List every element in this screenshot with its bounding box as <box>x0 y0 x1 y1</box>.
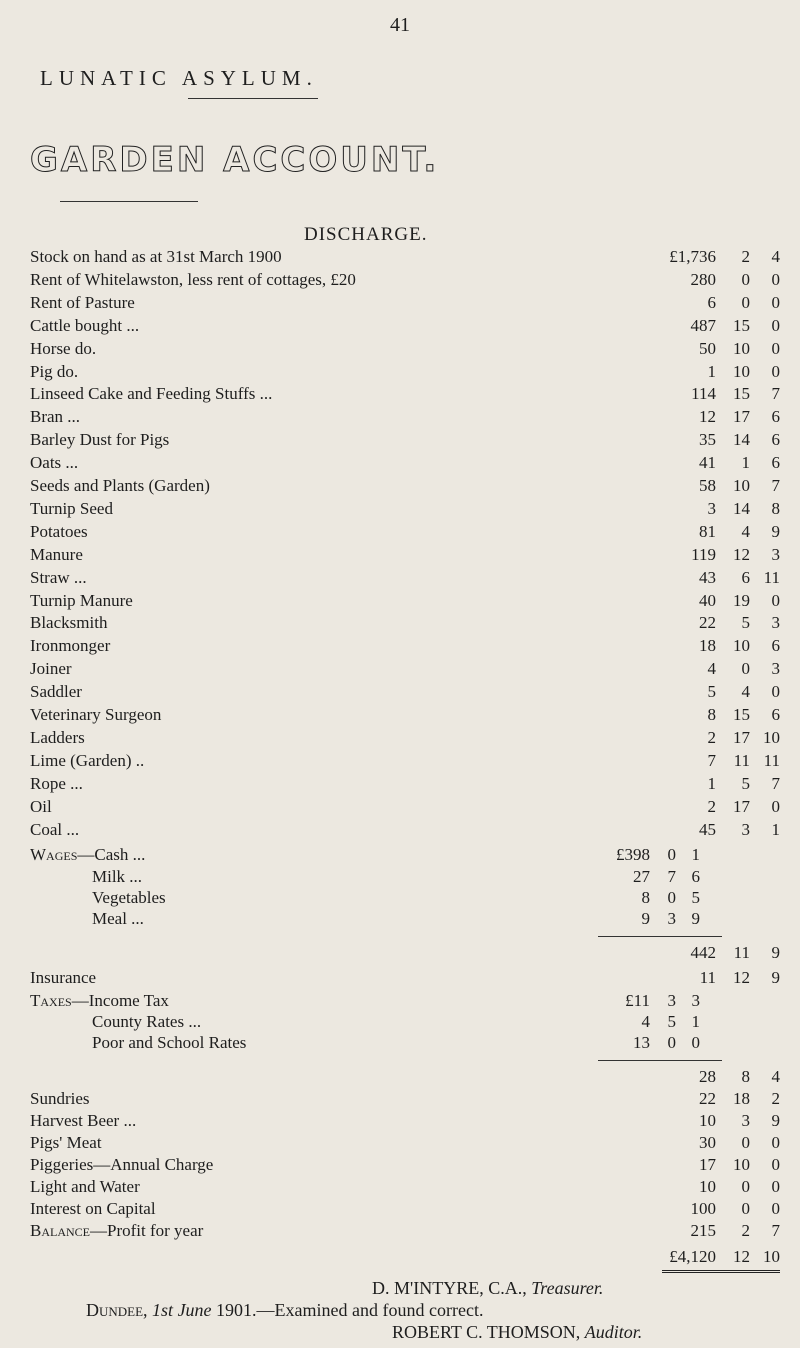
row-label: Pigs' Meat <box>30 1133 102 1152</box>
outer-pounds: 12 <box>699 407 716 427</box>
inner-shillings: 3 <box>667 909 676 928</box>
inner-pounds: 27 <box>633 867 650 886</box>
outer-shillings: 17 <box>733 727 750 747</box>
ledger-row <box>0 612 800 634</box>
insurance-label: Insurance <box>30 968 97 987</box>
auditor-signature <box>392 1322 642 1343</box>
row-label: Coal ... <box>30 819 80 839</box>
ledger-row <box>0 1110 800 1132</box>
ledger-row <box>0 361 800 383</box>
outer-shillings: 10 <box>733 1155 750 1174</box>
outer-shillings: 19 <box>733 590 750 610</box>
outer-pence: 2 <box>771 1089 780 1108</box>
outer-shillings: 15 <box>733 705 750 724</box>
grand-total-shillings: 12 <box>733 1247 750 1266</box>
account-title: GARDEN ACCOUNT. <box>30 140 440 180</box>
outer-shillings: 11 <box>733 943 750 962</box>
inner-pence: 5 <box>691 888 700 907</box>
page-heading: LUNATIC ASYLUM. <box>40 66 318 90</box>
outer-pence: 11 <box>763 750 780 770</box>
outer-pounds: 41 <box>699 453 716 473</box>
row-label: Rent of Whitelawston, less rent of cottages, £20 <box>30 269 356 289</box>
examined-text: 1901.—Examined and found correct. <box>216 1300 484 1320</box>
inner-shillings: 5 <box>667 1012 676 1031</box>
outer-shillings: 5 <box>741 773 750 793</box>
ledger-row <box>0 521 800 543</box>
wages-total-row <box>0 942 800 964</box>
ledger-row <box>0 1132 800 1154</box>
outer-pounds: 22 <box>699 613 716 633</box>
outer-pounds: 18 <box>699 636 716 656</box>
row-label: Veterinary Surgeon <box>30 705 162 724</box>
examined-statement <box>86 1300 483 1321</box>
ledger-row <box>0 796 800 818</box>
outer-pence: 3 <box>771 659 780 679</box>
ledger-row <box>0 750 800 772</box>
inner-pence: 3 <box>691 991 700 1010</box>
outer-shillings: 0 <box>741 269 750 289</box>
outer-pounds: 3 <box>707 498 716 518</box>
inner-pounds: £11 <box>625 991 650 1010</box>
treasurer-role: Treasurer. <box>531 1278 604 1298</box>
outer-pence: 1 <box>771 819 780 839</box>
outer-shillings: 11 <box>733 750 750 770</box>
ledger-row <box>0 498 800 520</box>
taxes-item-label: County Rates ... <box>92 1012 202 1031</box>
taxes-subtotal-rule <box>598 1060 722 1061</box>
inner-pence: 9 <box>691 909 700 928</box>
outer-pence: 9 <box>771 1111 780 1130</box>
row-label: Turnip Manure <box>30 590 133 610</box>
row-label: Stock on hand as at 31st March 1900 <box>30 247 282 266</box>
outer-pounds: 8 <box>707 705 716 724</box>
outer-pence: 9 <box>771 943 780 962</box>
outer-shillings: 4 <box>741 682 750 702</box>
row-label: Sundries <box>30 1089 90 1108</box>
ledger-row <box>0 773 800 795</box>
outer-pounds: 4 <box>707 659 716 679</box>
ledger-row <box>0 429 800 451</box>
ledger-row <box>0 452 800 474</box>
ledger-row <box>0 292 800 314</box>
outer-pounds: 6 <box>707 292 716 312</box>
grand-total-rule <box>662 1270 780 1273</box>
outer-pounds: 10 <box>699 1177 716 1196</box>
outer-pence: 7 <box>771 1221 780 1240</box>
outer-pence: 0 <box>771 682 780 702</box>
inner-shillings: 0 <box>667 1033 676 1052</box>
outer-shillings: 0 <box>741 292 750 312</box>
outer-pence: 0 <box>771 338 780 358</box>
outer-shillings: 1 <box>741 453 750 473</box>
outer-pounds: 114 <box>691 384 716 404</box>
taxes-label-rest: —Income Tax <box>71 991 169 1010</box>
outer-pounds: 43 <box>699 567 716 587</box>
outer-pence: 0 <box>771 361 780 381</box>
page-number: 41 <box>390 14 410 36</box>
inner-pounds: 9 <box>641 909 650 928</box>
row-label: Cattle bought ... <box>30 315 140 335</box>
ledger-row <box>0 246 800 268</box>
inner-shillings: 3 <box>667 991 676 1010</box>
heading-rule <box>188 98 318 99</box>
ledger-row <box>0 338 800 360</box>
ledger-row <box>0 590 800 612</box>
ledger-row <box>0 567 800 589</box>
outer-shillings: 0 <box>741 1199 750 1218</box>
ledger-row <box>0 315 800 337</box>
outer-pounds: 10 <box>699 1111 716 1130</box>
outer-pounds: 22 <box>699 1089 716 1108</box>
row-label: Saddler <box>30 682 82 702</box>
outer-pounds: 442 <box>690 943 716 962</box>
row-label: Harvest Beer ... <box>30 1111 137 1130</box>
outer-pence: 0 <box>771 796 780 816</box>
outer-pence: 9 <box>771 521 780 541</box>
inner-pounds: £398 <box>616 845 650 864</box>
outer-pounds: 58 <box>699 476 716 495</box>
outer-pounds: 2 <box>707 727 716 747</box>
outer-pounds: 7 <box>707 750 716 770</box>
wages-item-label: Meal ... <box>92 909 144 928</box>
insurance-row <box>0 967 800 989</box>
taxes-item-label: Poor and School Rates <box>92 1033 247 1052</box>
ledger-row <box>0 1176 800 1198</box>
outer-shillings: 10 <box>733 636 750 656</box>
examined-day: 1st <box>152 1300 174 1320</box>
outer-pounds: 35 <box>699 430 716 450</box>
title-rule <box>60 201 198 202</box>
outer-shillings: 15 <box>733 315 750 335</box>
row-label: Barley Dust for Pigs <box>30 430 170 450</box>
row-label: Interest on Capital <box>30 1199 156 1218</box>
outer-shillings: 8 <box>741 1067 750 1086</box>
row-label: Light and Water <box>30 1177 140 1196</box>
row-label: Blacksmith <box>30 613 108 633</box>
outer-shillings: 12 <box>733 968 750 987</box>
row-label: Oil <box>30 796 52 816</box>
ledger-row <box>0 544 800 566</box>
outer-pence: 9 <box>771 968 780 987</box>
grand-total-row <box>0 1246 800 1268</box>
outer-pounds: 50 <box>699 338 716 358</box>
outer-pounds: 100 <box>690 1199 716 1218</box>
wages-item-row <box>0 908 800 930</box>
row-label: Pig do. <box>30 361 79 381</box>
taxes-item-row <box>0 1032 800 1054</box>
outer-shillings: 14 <box>733 498 750 518</box>
balance-row <box>0 1220 800 1242</box>
outer-pence: 6 <box>771 636 780 656</box>
inner-pounds: 8 <box>641 888 650 907</box>
outer-pence: 0 <box>771 1133 780 1152</box>
examined-place: Dundee, <box>86 1300 148 1320</box>
inner-pence: 1 <box>691 845 700 864</box>
outer-shillings: 0 <box>741 1177 750 1196</box>
outer-shillings: 0 <box>741 1133 750 1152</box>
outer-pounds: 30 <box>699 1133 716 1152</box>
outer-shillings: 2 <box>741 247 750 266</box>
inner-pence: 0 <box>691 1033 700 1052</box>
outer-pence: 7 <box>771 476 780 495</box>
outer-pence: 0 <box>771 590 780 610</box>
ledger-row <box>0 1198 800 1220</box>
outer-pounds: 11 <box>699 968 716 987</box>
outer-pence: 0 <box>771 1155 780 1174</box>
examined-month: June <box>177 1300 212 1320</box>
treasurer-name: D. M'INTYRE, C.A., <box>372 1278 527 1298</box>
ledger-row <box>0 658 800 680</box>
outer-pounds: 40 <box>699 590 716 610</box>
balance-label-rest: —Profit for year <box>90 1221 204 1240</box>
taxes-label: Taxes <box>30 991 72 1010</box>
row-label: Seeds and Plants (Garden) <box>30 476 210 495</box>
outer-pence: 6 <box>771 705 780 724</box>
outer-shillings: 14 <box>733 430 750 450</box>
outer-pence: 0 <box>771 292 780 312</box>
outer-shillings: 5 <box>741 613 750 633</box>
outer-pounds: £1,736 <box>669 247 716 266</box>
row-label: Linseed Cake and Feeding Stuffs ... <box>30 384 273 404</box>
wages-item-label: Milk ... <box>92 867 143 886</box>
outer-pounds: 215 <box>690 1221 716 1240</box>
outer-pence: 8 <box>771 498 780 518</box>
outer-shillings: 17 <box>733 407 750 427</box>
outer-pence: 4 <box>771 247 780 266</box>
outer-pence: 11 <box>763 567 780 587</box>
outer-pence: 0 <box>771 1177 780 1196</box>
wages-item-row <box>0 887 800 909</box>
outer-shillings: 4 <box>741 521 750 541</box>
ledger-row <box>0 1154 800 1176</box>
row-label: Rent of Pasture <box>30 292 135 312</box>
outer-pounds: 81 <box>699 521 716 541</box>
outer-pence: 7 <box>771 384 780 404</box>
wages-item-label: Vegetables <box>92 888 166 907</box>
outer-pence: 0 <box>771 1199 780 1218</box>
row-label: Piggeries—Annual Charge <box>30 1155 214 1174</box>
row-label: Oats ... <box>30 453 79 473</box>
outer-shillings: 10 <box>733 338 750 358</box>
outer-shillings: 18 <box>733 1089 750 1108</box>
ledger-row <box>0 727 800 749</box>
outer-pounds: 1 <box>707 361 716 381</box>
outer-pounds: 119 <box>691 544 716 564</box>
outer-pence: 7 <box>771 773 780 793</box>
outer-pence: 10 <box>763 727 780 747</box>
section-title: DISCHARGE. <box>304 224 428 245</box>
grand-total-pounds: £4,120 <box>669 1247 716 1266</box>
wages-item-row <box>0 866 800 888</box>
ledger-row <box>0 681 800 703</box>
balance-label: Balance <box>30 1221 91 1240</box>
outer-pence: 6 <box>771 430 780 450</box>
auditor-role: Auditor. <box>584 1322 643 1342</box>
row-label: Straw ... <box>30 567 87 587</box>
outer-pounds: 5 <box>707 682 716 702</box>
ledger-row <box>0 406 800 428</box>
outer-pence: 4 <box>771 1067 780 1086</box>
auditor-name: ROBERT C. THOMSON, <box>392 1322 581 1342</box>
outer-shillings: 0 <box>741 659 750 679</box>
inner-pounds: 13 <box>633 1033 650 1052</box>
inner-shillings: 0 <box>667 888 676 907</box>
inner-shillings: 7 <box>667 867 676 886</box>
outer-shillings: 6 <box>741 567 750 587</box>
outer-pence: 6 <box>771 407 780 427</box>
outer-shillings: 15 <box>733 384 750 404</box>
inner-pounds: 4 <box>641 1012 650 1031</box>
outer-pounds: 487 <box>690 315 716 335</box>
wages-row <box>0 844 800 866</box>
row-label: Turnip Seed <box>30 498 113 518</box>
outer-shillings: 17 <box>733 796 750 816</box>
row-label: Potatoes <box>30 521 88 541</box>
outer-shillings: 10 <box>733 361 750 381</box>
outer-shillings: 3 <box>741 819 750 839</box>
ledger-row <box>0 269 800 291</box>
treasurer-signature <box>372 1278 603 1299</box>
taxes-total-row <box>0 1066 800 1088</box>
outer-shillings: 12 <box>733 544 750 564</box>
outer-shillings: 10 <box>733 476 750 495</box>
outer-shillings: 3 <box>741 1111 750 1130</box>
row-label: Ladders <box>30 727 85 747</box>
outer-pence: 3 <box>771 613 780 633</box>
wages-label-rest: —Cash ... <box>77 845 146 864</box>
inner-pence: 1 <box>691 1012 700 1031</box>
ledger-row <box>0 704 800 726</box>
outer-pence: 0 <box>771 315 780 335</box>
outer-pounds: 2 <box>707 796 716 816</box>
ledger-row <box>0 1088 800 1110</box>
row-label: Manure <box>30 544 83 564</box>
taxes-row <box>0 990 800 1012</box>
grand-total-pence: 10 <box>763 1247 780 1266</box>
outer-pounds: 17 <box>699 1155 716 1174</box>
outer-pounds: 45 <box>699 819 716 839</box>
wages-label: Wages <box>30 845 78 864</box>
ledger-row <box>0 383 800 405</box>
ledger-row <box>0 475 800 497</box>
row-label: Joiner <box>30 659 72 679</box>
row-label: Bran ... <box>30 407 81 427</box>
inner-pence: 6 <box>691 867 700 886</box>
outer-pence: 0 <box>771 269 780 289</box>
row-label: Horse do. <box>30 338 97 358</box>
outer-pounds: 1 <box>707 773 716 793</box>
taxes-item-row <box>0 1011 800 1033</box>
outer-pence: 6 <box>771 453 780 473</box>
outer-shillings: 2 <box>741 1221 750 1240</box>
outer-pence: 3 <box>771 544 780 564</box>
row-label: Rope ... <box>30 773 83 793</box>
ledger-row <box>0 819 800 841</box>
inner-shillings: 0 <box>667 845 676 864</box>
outer-pounds: 28 <box>699 1067 716 1086</box>
wages-subtotal-rule <box>598 936 722 937</box>
outer-pounds: 280 <box>690 269 716 289</box>
ledger-row <box>0 635 800 657</box>
row-label: Ironmonger <box>30 636 111 656</box>
row-label: Lime (Garden) .. <box>30 750 145 770</box>
